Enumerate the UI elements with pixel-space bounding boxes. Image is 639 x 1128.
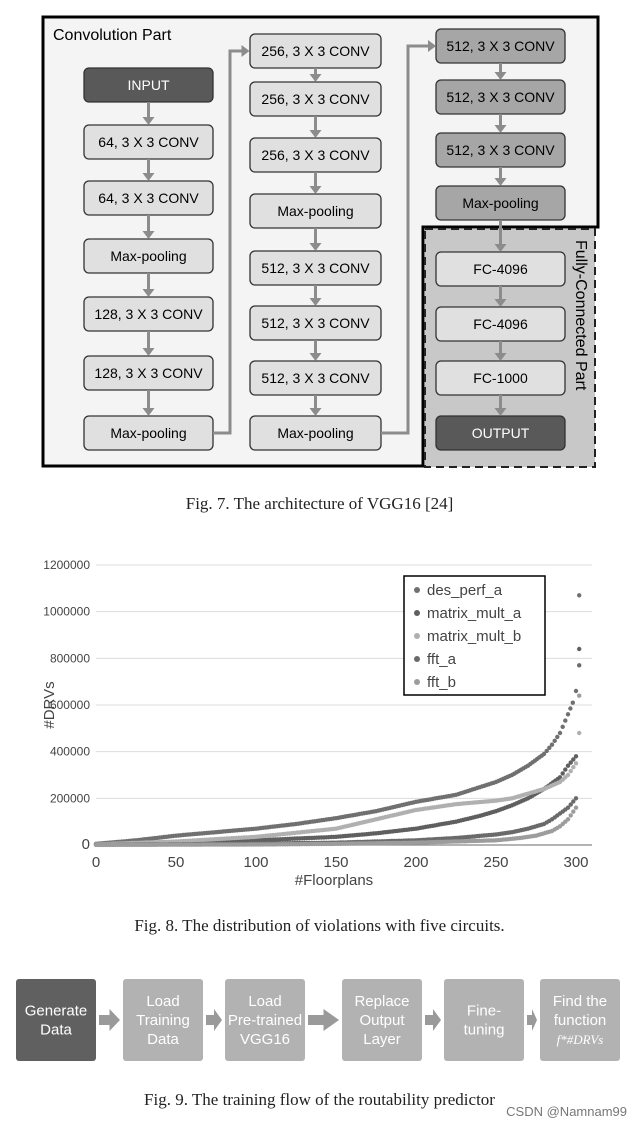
data-point [577,647,581,651]
y-tick-label: 600000 [49,698,90,712]
flow-step-label: Output [359,1012,405,1029]
fully-connected-part-label: Fully-Connected Part [572,240,589,391]
col3-label-1: 512, 3 X 3 CONV [446,89,555,105]
y-tick-label: 1000000 [43,604,90,619]
col1-label-1: 64, 3 X 3 CONV [98,134,199,150]
data-point [566,773,570,777]
vgg16-architecture-diagram [0,0,639,480]
col3-label-5: FC-4096 [473,316,528,332]
col3-label-0: 512, 3 X 3 CONV [446,38,555,54]
flow-step-label: tuning [463,1021,505,1039]
x-tick-label: 100 [243,854,269,871]
watermark: CSDN @Namnam99 [506,1104,627,1119]
col2-label-6: 512, 3 X 3 CONV [261,370,370,386]
data-point [574,761,578,765]
fig9-caption: Fig. 9. The training flow of the routability predictor [144,1090,495,1109]
y-tick-label: 200000 [49,791,90,806]
col1-label-3: Max-pooling [110,248,187,264]
col3-label-2: 512, 3 X 3 CONV [446,142,555,158]
col2-label-0: 256, 3 X 3 CONV [261,43,370,59]
function-symbol: f*#DRVs [556,1032,604,1047]
fig7-caption: Fig. 7. The architecture of VGG16 [24] [185,494,454,513]
flow-step-label: function [553,1012,607,1029]
data-point [563,767,567,771]
data-point [550,743,554,747]
data-point [577,663,581,667]
y-tick-label: 0 [81,836,90,853]
fig8-caption: Fig. 8. The distribution of violations with five circuits. [134,916,505,935]
col1-label-2: 64, 3 X 3 CONV [98,190,199,206]
series-matrix_mult_b [94,731,582,847]
flow-step-label: Find the [552,993,608,1010]
flow-step-label: Replace [354,993,410,1010]
x-tick-label: 300 [563,854,589,871]
flow-arrow [527,1009,537,1031]
legend-label: matrix_mult_b [427,628,522,645]
data-point [561,771,565,775]
y-tick-label: 1200000 [43,558,90,572]
col1-label-0: INPUT [127,77,170,93]
y-tick-label: 400000 [49,744,90,759]
y-axis-title: #DRVs [41,681,58,729]
data-point [571,809,575,813]
flow-step-label: Data [40,1021,72,1039]
data-point [569,813,573,817]
flow-step-label: Data [147,1031,179,1048]
col2-label-1: 256, 3 X 3 CONV [261,91,370,107]
flow-arrow [425,1009,441,1031]
legend-marker [414,679,420,685]
data-point [566,817,570,821]
data-point [574,754,578,758]
legend-label: fft_a [427,651,456,668]
col2-label-7: Max-pooling [277,425,354,441]
legend-label: matrix_mult_a [427,605,522,622]
legend-marker [414,633,420,639]
x-tick-label: 50 [167,854,185,871]
data-point [577,593,581,597]
legend-marker [414,587,420,593]
col2-label-2: 256, 3 X 3 CONV [261,147,370,163]
data-point [571,701,575,705]
flow-step-0 [16,979,96,1061]
legend-label: fft_b [427,674,456,691]
data-point [563,718,567,722]
data-point [569,769,573,773]
col2-label-5: 512, 3 X 3 CONV [261,315,370,331]
data-point [568,706,572,710]
x-axis-title: #Floorplans [294,872,374,889]
flow-step-label: Load [248,993,282,1010]
drv-distribution-chart [0,540,639,900]
data-point [577,731,581,735]
convolution-part-label: Convolution Part [53,27,172,44]
x-tick-label: 150 [323,854,349,871]
flow-arrow [206,1009,222,1031]
data-point [577,694,581,698]
x-tick-label: 250 [483,854,509,871]
flow-step-label: Layer [363,1031,401,1048]
y-tick-label: 800000 [49,651,90,666]
col1-label-4: 128, 3 X 3 CONV [94,306,203,322]
data-point [561,725,565,729]
legend-marker [414,610,420,616]
col1-label-5: 128, 3 X 3 CONV [94,365,203,381]
data-point [574,689,578,693]
data-point [574,806,578,810]
x-tick-label: 200 [403,854,429,871]
flow-arrow [308,1009,339,1031]
data-point [566,712,570,716]
col2-label-3: Max-pooling [277,203,354,219]
legend-marker [414,656,420,662]
flow-step-label: Training [136,1012,190,1029]
data-point [555,735,559,739]
col3-label-3: Max-pooling [462,195,539,211]
training-flow-diagram [0,970,639,1080]
flow-step-label: Pre-trained [227,1012,303,1029]
x-tick-label: 0 [91,854,101,871]
data-point [574,796,578,800]
flow-step-4 [444,979,524,1061]
data-point [558,731,562,735]
flow-step-label: VGG16 [239,1031,291,1048]
col3-label-7: OUTPUT [471,425,530,441]
col3-label-6: FC-1000 [473,370,528,386]
flow-arrow [99,1009,120,1031]
col3-label-4: FC-4096 [473,261,528,277]
flow-step-label: Load [146,993,180,1010]
legend-label: des_perf_a [427,582,503,599]
data-point [553,739,557,743]
flow-step-label: Fine- [466,1002,502,1020]
col1-label-6: Max-pooling [110,425,187,441]
flow-step-label: Generate [24,1002,88,1020]
data-point [571,765,575,769]
col2-label-4: 512, 3 X 3 CONV [261,260,370,276]
series-fft_b [94,694,582,848]
